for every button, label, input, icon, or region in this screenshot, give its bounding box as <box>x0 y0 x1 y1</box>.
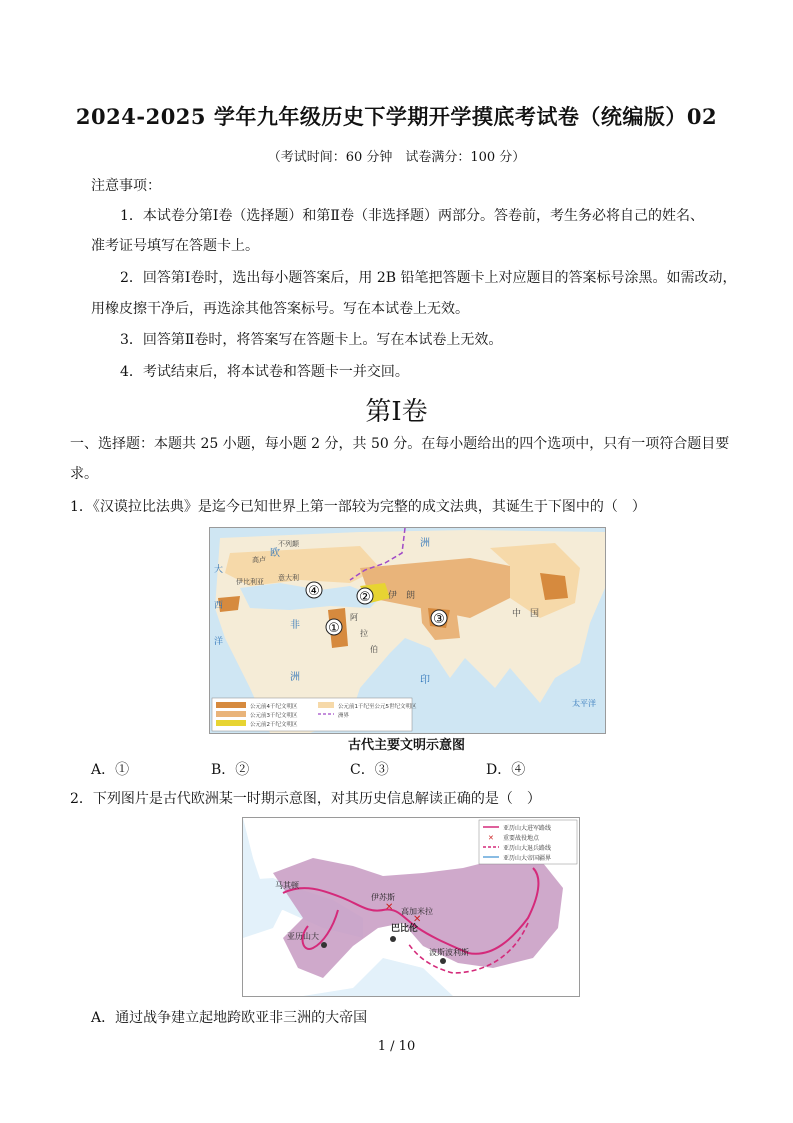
legend2-swatch-2: ✕ <box>488 834 494 842</box>
question-2-option-a[interactable]: A．通过战争建立起地跨欧亚非三洲的大帝国 <box>91 1010 368 1026</box>
option-a[interactable]: A．① <box>91 762 130 778</box>
marker-3: ③ <box>433 612 445 627</box>
label-iran: 伊 朗 <box>388 591 416 601</box>
legend-row-1: 公元前4千纪文明区 <box>250 704 298 710</box>
label-iberia: 伊比利亚 <box>236 578 264 586</box>
note-2-line-2: 用橡皮擦干净后，再选涂其他答案标号。写在本试卷上无效。 <box>91 301 469 317</box>
legend-swatch-2 <box>216 711 246 717</box>
legend-swatch-1 <box>216 702 246 708</box>
label-ocean-2: 西 <box>214 601 224 611</box>
persepolis-dot <box>440 958 446 964</box>
label-arabia-1: 阿 <box>350 613 358 622</box>
label-ocean-3: 洋 <box>214 637 224 647</box>
legend-row-3: 公元前2千纪文明区 <box>250 722 298 728</box>
legend-swatch-4 <box>318 702 334 708</box>
note-3: 3．回答第Ⅱ卷时，将答案写在答题卡上。写在本试卷上无效。 <box>120 332 503 348</box>
label-europe: 欧 <box>270 548 280 559</box>
alexander-empire-map <box>242 817 580 997</box>
legend-swatch-3 <box>216 720 246 726</box>
exam-title: 2024-2025 学年九年级历史下学期开学摸底考试卷（统编版）02 <box>75 104 718 129</box>
section-title: 第Ⅰ卷 <box>365 397 428 427</box>
label-pacific: 太平洋 <box>572 699 596 708</box>
battle-marker-gaugamela: ✕ <box>413 914 422 925</box>
note-2-line-1: 2．回答第Ⅰ卷时，选出每小题答案后，用 2B 铅笔把答题卡上对应题目的答案标号涂黑。如需改动， <box>120 270 737 286</box>
option-c[interactable]: C．③ <box>350 762 389 778</box>
label-china: 中 国 <box>512 609 540 619</box>
label-issus: 伊苏斯 <box>371 893 395 902</box>
option-d[interactable]: D．④ <box>486 762 526 778</box>
legend-row-4: 公元前1千纪至公元5世纪文明区 <box>338 704 417 710</box>
marker-4: ④ <box>308 584 320 599</box>
legend-row-2: 公元前3千纪文明区 <box>250 713 298 719</box>
label-india: 印 <box>420 675 430 686</box>
note-1-line-2: 准考证号填写在答题卡上。 <box>91 238 259 254</box>
legend2-row-2: 重要战役地点 <box>503 835 540 842</box>
note-4: 4．考试结束后，将本试卷和答题卡一并交回。 <box>120 364 409 380</box>
legend2-row-1: 亚历山大进军路线 <box>503 825 552 832</box>
label-gaul: 高卢 <box>252 556 266 564</box>
label-arabia-3: 伯 <box>370 645 378 654</box>
option-b[interactable]: B．② <box>211 762 250 778</box>
babylon-dot <box>390 936 396 942</box>
civilization-map-svg <box>210 528 605 733</box>
label-gaugamela: 高加米拉 <box>401 907 433 916</box>
label-eurasia: 洲 <box>420 538 430 549</box>
notes-heading: 注意事项： <box>91 178 161 194</box>
page-number: 1 / 10 <box>377 1039 416 1054</box>
section-intro-line-2: 求。 <box>70 466 98 482</box>
section-intro-line-1: 一、选择题：本题共 25 小题，每小题 2 分，共 50 分。在每小题给出的四个选项中，只有一项符合题目要 <box>70 436 730 452</box>
battle-marker-issus: ✕ <box>385 902 394 913</box>
label-britain: 不列颠 <box>278 540 299 548</box>
label-ocean-1: 大 <box>214 565 224 575</box>
label-alexandria: 亚历山大 <box>287 932 319 941</box>
label-macedonia: 马其顿 <box>275 881 299 890</box>
exam-subtitle: （考试时间：60 分钟 试卷满分：100 分） <box>267 150 526 165</box>
label-africa-2: 洲 <box>290 672 300 683</box>
label-persepolis: 波斯波利斯 <box>429 948 469 957</box>
question-1-stem: 1．《汉谟拉比法典》是迄今已知世界上第一部较为完整的成文法典，其诞生于下图中的（ ） <box>70 499 646 515</box>
map-caption: 古代主要文明示意图 <box>347 738 465 753</box>
alexander-map-svg <box>243 818 579 996</box>
question-2-stem: 2．下列图片是古代欧洲某一时期示意图，对其历史信息解读正确的是（ ） <box>70 791 541 807</box>
legend-row-5: 洲界 <box>338 713 350 719</box>
legend2-row-4: 亚历山大帝国疆界 <box>503 855 552 862</box>
civilization-map <box>209 527 606 734</box>
legend2-row-3: 亚历山大退兵路线 <box>503 845 552 852</box>
label-babylon: 巴比伦 <box>391 924 419 934</box>
label-arabia-2: 拉 <box>360 629 368 638</box>
marker-1: ① <box>328 621 340 636</box>
label-italy: 意大利 <box>278 574 299 582</box>
alexandria-dot <box>321 942 327 948</box>
label-africa-1: 非 <box>290 620 300 631</box>
marker-2: ② <box>359 590 371 605</box>
note-1-line-1: 1．本试卷分第Ⅰ卷（选择题）和第Ⅱ卷（非选择题）两部分。答卷前，考生务必将自己的姓名、 <box>120 208 704 224</box>
